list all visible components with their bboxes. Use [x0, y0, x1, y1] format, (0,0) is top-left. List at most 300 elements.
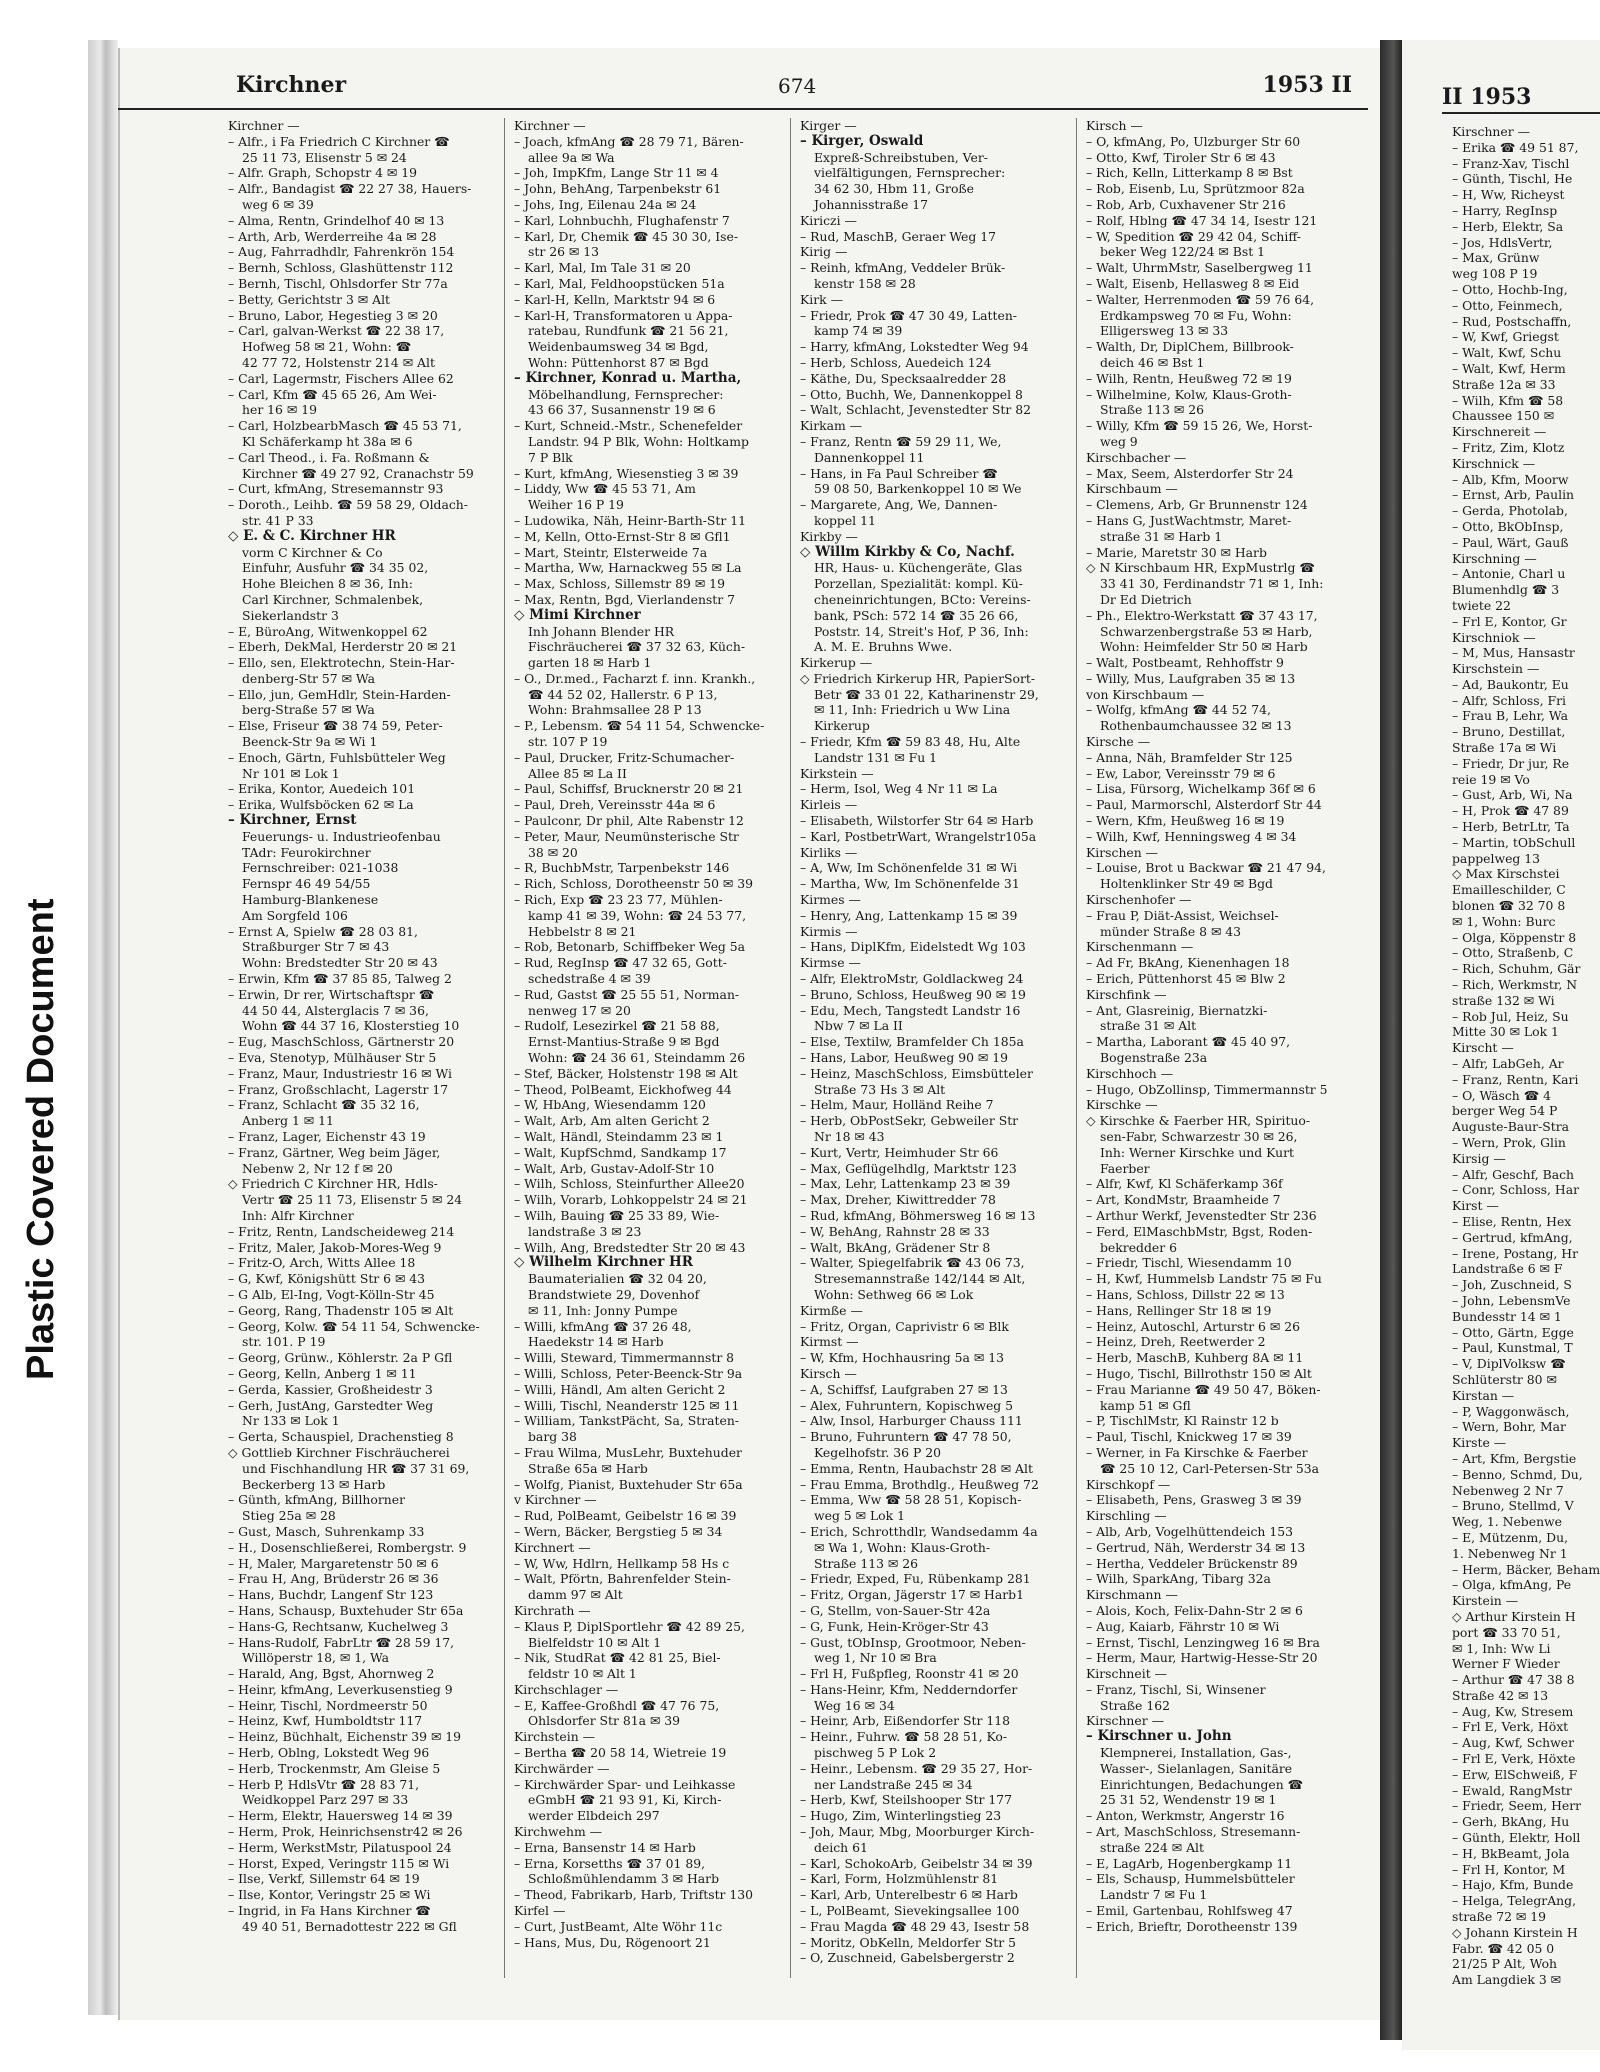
directory-entry-line: – Willi, Schloss, Peter-Beenck-Str 9a — [514, 1365, 743, 1381]
directory-entry-line: – Helga, TelegrAng, — [1452, 1893, 1577, 1909]
directory-entry-line: – Gerta, Schauspiel, Drachenstieg 8 — [228, 1429, 454, 1445]
directory-entry-line: 59 08 50, Barkenkoppel 10 ✉ We — [814, 481, 1022, 497]
directory-entry-line: Siekerlandstr 3 — [242, 607, 339, 623]
directory-entry-line: – Georg, Rang, Thadenstr 105 ✉ Alt — [228, 1302, 454, 1318]
directory-entry-line: – Eberh, DekMal, Herderstr 20 ✉ 21 — [228, 639, 458, 655]
directory-entry-line: – O., Dr.med., Facharzt f. inn. Krankh., — [514, 670, 756, 686]
directory-entry-line: – Rud, Gastst ☎ 25 55 51, Norman- — [514, 986, 740, 1002]
directory-entry-line: – Georg, Kelln, Anberg 1 ✉ 11 — [228, 1365, 417, 1381]
directory-entry-line: Kirchnert — — [514, 1539, 591, 1555]
directory-entry-line: – P., Lebensm. ☎ 54 11 54, Schwencke- — [514, 718, 765, 734]
directory-entry-line: Kirschhoch — — [1086, 1065, 1174, 1081]
directory-entry-line: ◇ Gottlieb Kirchner Fischräucherei — [228, 1444, 450, 1460]
directory-entry-line: – Wolfg, Pianist, Buxtehuder Str 65a — [514, 1476, 743, 1492]
directory-entry-line: ✉ 11, Inh: Friedrich u Ww Lina — [814, 702, 1011, 718]
directory-entry-line: – Alb, Arb, Vogelhüttendeich 153 — [1086, 1523, 1293, 1539]
directory-entry-line: Kirschbacher — — [1086, 449, 1187, 465]
directory-entry-line: – Fritz-O, Arch, Witts Allee 18 — [228, 1255, 416, 1271]
directory-entry-line: – Theod, Fabrikarb, Harb, Triftstr 130 — [514, 1887, 754, 1903]
directory-entry-line: Kirchner — — [514, 118, 586, 133]
directory-entry-line: – Martin, tObSchull — [1452, 834, 1576, 850]
directory-entry-line: – Franz, Tischl, Si, Winsener — [1086, 1681, 1266, 1697]
directory-entry-line: – Erich, Schrotthdlr, Wandsedamm 4a — [800, 1523, 1038, 1539]
directory-entry-line: Allee 85 ✉ La II — [528, 765, 627, 781]
directory-entry-line: 25 11 73, Elisenstr 5 ✉ 24 — [242, 149, 407, 165]
directory-entry-line: – Wilh, SparkAng, Tibarg 32a — [1086, 1571, 1271, 1587]
directory-entry-line: – Bertha ☎ 20 58 14, Wietreie 19 — [514, 1745, 727, 1761]
directory-entry-line: – Paul, Marmorschl, Alsterdorf Str 44 — [1086, 797, 1322, 813]
directory-entry-line: straße 224 ✉ Alt — [1100, 1839, 1204, 1855]
directory-entry-line: Landstr 7 ✉ Fu 1 — [1100, 1887, 1208, 1903]
directory-entry-line: kenstr 158 ✉ 28 — [814, 275, 916, 291]
directory-entry-line: – Horst, Exped, Veringstr 115 ✉ Wi — [228, 1855, 450, 1871]
column-rule-2 — [790, 118, 791, 1978]
sheet-edge — [88, 40, 118, 2015]
directory-entry-line: – Paul, Kunstmal, T — [1452, 1340, 1573, 1356]
directory-entry-line: Holtenklinker Str 49 ✉ Bgd — [1100, 876, 1273, 892]
directory-entry-line: – Hans, Mus, Du, Rögenoort 21 — [514, 1934, 711, 1950]
directory-entry-line: – Karl-H, Kelln, Marktstr 94 ✉ 6 — [514, 291, 716, 307]
directory-entry-line: – Rich, Schloss, Dorotheenstr 50 ✉ 39 — [514, 876, 754, 892]
directory-entry-line: Straße 162 — [1100, 1697, 1170, 1713]
next-page — [1402, 40, 1600, 2050]
directory-entry-line: Ohlsdorfer Str 81a ✉ 39 — [528, 1713, 681, 1729]
directory-entry-line: – Frl E, Verk, Höxte — [1452, 1751, 1576, 1767]
directory-entry-line: – Alfr., Bandagist ☎ 22 27 38, Hauers- — [228, 181, 472, 197]
directory-entry-line: Kirliks — — [800, 844, 858, 860]
directory-entry-line: – Paul, Tischl, Knickweg 17 ✉ 39 — [1086, 1429, 1292, 1445]
directory-entry-line: – Herb P, HdlsVtr ☎ 28 83 71, — [228, 1776, 420, 1792]
directory-entry-line: Kirschner — — [1452, 124, 1530, 139]
directory-entry-line: – Art, MaschSchloss, Stresemann- — [1086, 1824, 1301, 1840]
directory-entry-line: – Karl, PostbetrWart, Wrangelstr105a — [800, 828, 1037, 844]
directory-entry-line: – Walt, Händl, Steindamm 23 ✉ 1 — [514, 1129, 724, 1144]
directory-entry-line: Kirschkopf — — [1086, 1476, 1171, 1492]
directory-entry-line: – Walt, Arb, Am alten Gericht 2 — [514, 1113, 710, 1129]
directory-entry-line: – Aug, Fahrradhdlr, Fahrenkrön 154 — [228, 244, 455, 260]
directory-entry-line: – Elisabeth, Pens, Grasweg 3 ✉ 39 — [1086, 1492, 1302, 1508]
directory-entry-line: – John, LebensmVe — [1452, 1292, 1571, 1308]
directory-entry-line: 38 ✉ 20 — [528, 844, 578, 860]
directory-entry-line: – Hans-Rudolf, FabrLtr ☎ 28 59 17, — [228, 1634, 455, 1650]
directory-entry-line: Blumenhdlg ☎ 3 — [1452, 582, 1560, 598]
directory-entry-line: – Alfr, Kwf, Kl Schäferkamp 36f — [1086, 1176, 1283, 1192]
directory-entry-line: – Franz, Rentn ☎ 59 29 11, We, — [800, 433, 1002, 449]
directory-entry-line: Fernspr 46 49 54/55 — [242, 876, 371, 892]
directory-entry-line: – Hans, Rellinger Str 18 ✉ 19 — [1086, 1302, 1272, 1318]
directory-entry-line: – Frau Emma, Brothdlg., Heußweg 72 — [800, 1476, 1039, 1492]
directory-entry-line: straße 132 ✉ Wi — [1452, 992, 1555, 1008]
directory-entry-line: Kirsche — — [1086, 734, 1151, 750]
directory-entry-line: 44 50 44, Alsterglacis 7 ✉ 36, — [242, 1002, 429, 1018]
directory-entry-line: Straße 73 Hs 3 ✉ Alt — [814, 1081, 946, 1097]
directory-entry-line: Kirchner — — [228, 118, 300, 133]
directory-entry-line: Am Langdiek 3 ✉ — [1452, 1972, 1562, 1988]
directory-entry-line: Anberg 1 ✉ 11 — [242, 1113, 334, 1129]
directory-entry-line: pappelweg 13 — [1452, 850, 1541, 866]
directory-entry-line: Wohn: Brahmsallee 28 P 13 — [528, 702, 702, 718]
directory-entry-line: – Georg, Kolw. ☎ 54 11 54, Schwencke- — [228, 1318, 480, 1334]
directory-entry-line: – Ello, sen, Elektrotechn, Stein-Har- — [228, 655, 455, 671]
column-3 — [800, 118, 1066, 1978]
directory-entry-line: – Walt, KupfSchmd, Sandkamp 17 — [514, 1144, 727, 1160]
directory-entry-line: Vertr ☎ 25 11 73, Elisenstr 5 ✉ 24 — [242, 1192, 463, 1208]
directory-entry-line: Mitte 30 ✉ Lok 1 — [1452, 1024, 1559, 1040]
directory-entry-line: – Emil, Gartenbau, Rohlfsweg 47 — [1086, 1903, 1293, 1919]
directory-entry-line: str 26 ✉ 13 — [528, 244, 599, 260]
directory-entry-line: Kirst — — [1452, 1198, 1499, 1214]
directory-entry-line: Kirschmann — — [1086, 1587, 1178, 1603]
directory-entry-line: – Wilh, Kfm ☎ 58 — [1452, 392, 1564, 408]
directory-entry-line: – W, Kwf, Griegst — [1452, 329, 1559, 345]
directory-entry-line: – Martha, Laborant ☎ 45 40 97, — [1086, 1034, 1291, 1050]
directory-entry-line: – Wilh, Ang, Bredstedter Str 20 ✉ 43 — [514, 1239, 746, 1255]
directory-entry-line: – E, Mützenm, Du, — [1452, 1529, 1569, 1545]
directory-entry-line: Stresemannstraße 142/144 ✉ Alt, — [814, 1271, 1026, 1287]
directory-entry-line: Kirchrath — — [514, 1602, 591, 1618]
directory-entry-line: – Paulconr, Dr phil, Alte Rabenstr 12 — [514, 813, 744, 829]
directory-entry-line: – Frl E, Verk, Höxt — [1452, 1719, 1569, 1735]
directory-entry-line: – Paul, Wärt, Gauß — [1452, 534, 1569, 550]
directory-entry-line: – Willy, Mus, Laufgraben 35 ✉ 13 — [1086, 670, 1296, 686]
directory-entry-line: – Friedr, Tischl, Wiesendamm 10 — [1086, 1255, 1292, 1271]
directory-entry-line: Kirchwehm — — [514, 1824, 603, 1840]
directory-entry-line: Schwarzenbergstraße 53 ✉ Harb, — [1100, 623, 1313, 639]
directory-entry-line: cheneinrichtungen, BCto: Vereins- — [814, 591, 1031, 607]
directory-entry-line: – W, Spedition ☎ 29 42 04, Schiff- — [1086, 228, 1301, 244]
directory-entry-line: HR, Haus- u. Küchengeräte, Glas — [814, 560, 1023, 576]
directory-entry-line: vielfältigungen, Fernsprecher: — [814, 165, 1006, 181]
directory-entry-line: ☎ 44 52 02, Hallerstr. 6 P 13, — [528, 686, 718, 702]
page-number: 674 — [778, 74, 817, 98]
directory-entry-line: – Hertha, Veddeler Brückenstr 89 — [1086, 1555, 1298, 1571]
directory-entry-line: Kirchner ☎ 49 27 92, Cranachstr 59 — [242, 465, 474, 481]
directory-entry-line: – W, Kfm, Hochhausring 5a ✉ 13 — [800, 1350, 1004, 1366]
directory-entry-line: vorm C Kirchner & Co — [242, 544, 383, 560]
directory-entry-line: Betr ☎ 33 01 22, Katharinenstr 29, — [814, 686, 1039, 702]
directory-entry-line: – Otto, Kwf, Tiroler Str 6 ✉ 43 — [1086, 149, 1276, 165]
directory-entry-line: – Art, KondMstr, Braamheide 7 — [1086, 1192, 1281, 1208]
directory-entry-line: landstraße 3 ✉ 23 — [528, 1223, 642, 1239]
directory-entry-line: – Ilse, Kontor, Veringstr 25 ✉ Wi — [228, 1887, 431, 1903]
directory-entry-line: – Erna, Korsetths ☎ 37 01 89, — [514, 1855, 706, 1871]
directory-entry-line: – Ello, jun, GemHdlr, Stein-Harden- — [228, 686, 451, 702]
directory-entry-line: – Hans G, JustWachtmstr, Maret- — [1086, 512, 1292, 528]
directory-entry-line: – E, Kaffee-Großhdl ☎ 47 76 75, — [514, 1697, 720, 1713]
directory-entry-line: Porzellan, Spezialität: kompl. Kü- — [814, 576, 1023, 592]
directory-entry-line: Kirmst — — [800, 1334, 859, 1350]
directory-entry-line: – Georg, Grünw., Köhlerstr. 2a P Gfl — [228, 1350, 453, 1366]
directory-entry-line: Wohn ☎ 44 37 16, Klosterstieg 10 — [242, 1018, 460, 1034]
directory-entry-line: straße 31 ✉ Alt — [1100, 1018, 1197, 1034]
directory-entry-line: – Heinz, Büchhalt, Eichenstr 39 ✉ 19 — [228, 1729, 462, 1745]
directory-entry-line: koppel 11 — [814, 512, 876, 528]
directory-entry-line: – Walt, BkAng, Grädener Str 8 — [800, 1239, 991, 1255]
directory-entry-line: ◇ Kirschke & Faerber HR, Spirituo- — [1086, 1113, 1311, 1129]
directory-entry-line: – Max, Dreher, Kiwittredder 78 — [800, 1192, 996, 1208]
directory-entry-line: Kiriczi — — [800, 212, 857, 228]
directory-entry-line: weg 1, Nr 10 ✉ Bra — [814, 1650, 937, 1666]
directory-entry-line: – Rob, Betonarb, Schiffbeker Weg 5a — [514, 939, 746, 955]
directory-entry-line: Straße 113 ✉ 26 — [814, 1555, 919, 1571]
directory-entry-line: – Jos, HdlsVertr, — [1452, 234, 1553, 250]
directory-entry-line: – Kirschner u. John — [1086, 1729, 1232, 1745]
directory-entry-line: Weidenbaumsweg 34 ✉ Bgd, — [528, 339, 709, 355]
directory-entry-line: – Werner, in Fa Kirschke & Faerber — [1086, 1444, 1308, 1460]
directory-entry-line: – Friedr, Exped, Fu, Rübenkamp 281 — [800, 1571, 1031, 1587]
directory-entry-line: ✉ 1, Inh: Ww Li — [1452, 1640, 1551, 1656]
directory-entry-line: – Herb, ObPostSekr, Gebweiler Str — [800, 1113, 1019, 1129]
directory-entry-line: Kl Schäferkamp ht 38a ✉ 6 — [242, 433, 413, 449]
directory-entry-line: – Rud, Postschaffn, — [1452, 313, 1572, 329]
directory-entry-line: Haedekstr 14 ✉ Harb — [528, 1334, 664, 1350]
directory-entry-line: – Max, Schloss, Sillemstr 89 ✉ 19 — [514, 576, 725, 592]
directory-entry-line: – Frau Magda ☎ 48 29 43, Isestr 58 — [800, 1918, 1030, 1934]
directory-entry-line: – Erika, Kontor, Auedeich 101 — [228, 781, 416, 797]
directory-entry-line: schedstraße 4 ✉ 39 — [528, 971, 651, 987]
directory-entry-line: – Kirchwärder Spar- und Leihkasse — [514, 1776, 736, 1792]
directory-entry-line: Brandstwiete 29, Dovenhof — [528, 1286, 700, 1302]
directory-entry-line: – Joh, Maur, Mbg, Moorburger Kirch- — [800, 1824, 1035, 1840]
directory-entry-line: – W, Ww, Hdlrn, Hellkamp 58 Hs c — [514, 1555, 730, 1571]
directory-entry-line: – Alfr, LabGeh, Ar — [1452, 1056, 1564, 1072]
directory-entry-line: – Bruno, Stellmd, V — [1452, 1498, 1574, 1514]
directory-entry-line: Kirschfink — — [1086, 986, 1167, 1002]
directory-entry-line: – Hugo, Zim, Winterlingstieg 23 — [800, 1808, 1002, 1824]
directory-entry-line: Elligersweg 13 ✉ 33 — [1100, 323, 1229, 339]
directory-entry-line: – Friedr, Kfm ☎ 59 83 48, Hu, Alte — [800, 734, 1021, 750]
directory-entry-line: – Anton, Werkmstr, Angerstr 16 — [1086, 1808, 1285, 1824]
directory-entry-line: – Walt, Eisenb, Hellasweg 8 ✉ Eid — [1086, 275, 1300, 291]
directory-entry-line: berger Weg 54 P — [1452, 1103, 1558, 1119]
directory-entry-line: Expreß-Schreibstuben, Ver- — [814, 149, 988, 165]
directory-entry-line: – Herb, Kwf, Steilshooper Str 177 — [800, 1792, 1012, 1808]
directory-entry-line: – Wilh, Rentn, Heußweg 72 ✉ 19 — [1086, 370, 1292, 386]
directory-entry-line: – Ilse, Verkf, Sillemstr 64 ✉ 19 — [228, 1871, 420, 1887]
directory-entry-line: – Käthe, Du, Specksaalredder 28 — [800, 370, 1007, 386]
directory-entry-line: – Lisa, Fürsorg, Wichelkamp 36f ✉ 6 — [1086, 781, 1316, 797]
directory-entry-line: Erdkampsweg 70 ✉ Fu, Wohn: — [1100, 307, 1292, 323]
directory-entry-line: – Wern, Kfm, Heußweg 16 ✉ 19 — [1086, 813, 1285, 829]
directory-entry-line: – Herb, Trockenmstr, Am Gleise 5 — [228, 1760, 441, 1776]
directory-entry-line: – Kurt, kfmAng, Wiesenstieg 3 ✉ 39 — [514, 465, 739, 481]
directory-entry-line: – Rud, RegInsp ☎ 47 32 65, Gott- — [514, 955, 727, 971]
directory-entry-line: – Friedr, Seem, Herr — [1452, 1798, 1582, 1814]
directory-entry-line: Kirkerup — [814, 718, 870, 734]
directory-entry-line: – Curt, JustBeamt, Alte Wöhr 11c — [514, 1918, 723, 1934]
directory-entry-line: – Gerh, JustAng, Garstedter Weg — [228, 1397, 434, 1413]
directory-entry-line: ratebau, Rundfunk ☎ 21 56 21, — [528, 323, 729, 339]
directory-entry-line: – Johs, Ing, Eilenau 24a ✉ 24 — [514, 196, 697, 212]
column-4 — [1086, 118, 1352, 1978]
directory-entry-line: – Erw, ElSchweiß, F — [1452, 1766, 1578, 1782]
directory-entry-line: – Friedr, Dr jur, Re — [1452, 755, 1570, 771]
directory-entry-line: bank, PSch: 572 14 ☎ 35 26 66, — [814, 607, 1019, 623]
directory-entry-line: – Rud, kfmAng, Böhmersweg 16 ✉ 13 — [800, 1207, 1036, 1223]
directory-entry-line: – Edu, Mech, Tangstedt Landstr 16 — [800, 1002, 1021, 1018]
directory-entry-line: – Louise, Brot u Backwar ☎ 21 47 94, — [1086, 860, 1326, 876]
directory-entry-line: Hohe Bleichen 8 ✉ 36, Inh: — [242, 576, 413, 592]
directory-entry-line: – Hans, Buchdr, Langenf Str 123 — [228, 1587, 434, 1603]
directory-entry-line: – Walth, Dr, DiplChem, Billbrook- — [1086, 339, 1294, 355]
directory-entry-line: Kirig — — [800, 244, 848, 260]
column-2 — [514, 118, 780, 1978]
directory-entry-line: – Antonie, Charl u — [1452, 566, 1566, 582]
directory-entry-line: Wohn: Bredstedter Str 20 ✉ 43 — [242, 955, 438, 971]
directory-entry-line: – Frl H, Fußpfleg, Roonstr 41 ✉ 20 — [800, 1666, 1019, 1682]
directory-entry-line: – Wilhelmine, Kolw, Klaus-Groth- — [1086, 386, 1292, 402]
directory-entry-line: – Fritz, Rentn, Landscheideweg 214 — [228, 1223, 455, 1239]
directory-entry-line: ◇ N Kirschbaum HR, ExpMustrlg ☎ — [1086, 560, 1315, 576]
directory-entry-line: nenweg 17 ✉ 20 — [528, 1002, 631, 1018]
directory-entry-line: – Bruno, Labor, Hegestieg 3 ✉ 20 — [228, 307, 438, 323]
directory-entry-line: – O, kfmAng, Po, Ulzburger Str 60 — [1086, 133, 1301, 149]
directory-entry-line: – Max, Lehr, Lattenkamp 23 ✉ 39 — [800, 1176, 1011, 1192]
directory-entry-line: – Günth, Elektr, Holl — [1452, 1830, 1581, 1846]
directory-entry-line: Hamburg-Blankenese — [242, 892, 379, 908]
directory-entry-line: Nr 101 ✉ Lok 1 — [242, 765, 340, 781]
directory-entry-line: – Hans, Schloss, Dillstr 22 ✉ 13 — [1086, 1286, 1285, 1302]
directory-entry-line: – Paul, Schiffsf, Brucknerstr 20 ✉ 21 — [514, 781, 744, 797]
directory-entry-line: – Margarete, Ang, We, Dannen- — [800, 497, 998, 513]
directory-entry-line: Einrichtungen, Bedachungen ☎ — [1100, 1776, 1304, 1792]
directory-entry-line: – Ad, Baukontr, Eu — [1452, 676, 1569, 692]
directory-entry-line: Hebbelstr 8 ✉ 21 — [528, 923, 637, 939]
directory-entry-line: – Erna, Bansenstr 14 ✉ Harb — [514, 1839, 696, 1855]
directory-entry-line: – Kirchner, Ernst — [228, 813, 357, 829]
directory-entry-line: – Alfr, ElektroMstr, Goldlackweg 24 — [800, 971, 1024, 987]
directory-entry-line: Nebenw 2, Nr 12 f ✉ 20 — [242, 1160, 393, 1176]
directory-entry-line: – Harry, kfmAng, Lokstedter Weg 94 — [800, 339, 1029, 355]
directory-entry-line: – Frau P, Diät-Assist, Weichsel- — [1086, 907, 1279, 923]
directory-entry-line: – Otto, Gärtn, Egge — [1452, 1324, 1574, 1340]
directory-entry-line: – Klaus P, DiplSportlehr ☎ 42 89 25, — [514, 1618, 745, 1634]
directory-entry-line: garten 18 ✉ Harb 1 — [528, 655, 652, 671]
directory-entry-line: Wohn: Püttenhorst 87 ✉ Bgd — [528, 354, 709, 370]
directory-entry-line: – Carl, Kfm ☎ 45 65 26, Am Wei- — [228, 386, 437, 402]
directory-entry-line: – Rich, Schuhm, Gär — [1452, 961, 1581, 977]
directory-entry-line: Nbw 7 ✉ La II — [814, 1018, 903, 1034]
directory-entry-line: Beckerberg 13 ✉ Harb — [242, 1476, 386, 1492]
directory-entry-line: Kirschnick — — [1452, 455, 1536, 471]
directory-entry-line: – Heinz, Autoschl, Arturstr 6 ✉ 26 — [1086, 1318, 1300, 1334]
directory-entry-line: – Kurt, Schneid.-Mstr., Schenefelder — [514, 418, 743, 434]
directory-entry-line: Hofweg 58 ✉ 21, Wohn: ☎ — [242, 339, 412, 355]
directory-entry-line: – Kurt, Vertr, Heimhuder Str 66 — [800, 1144, 999, 1160]
directory-entry-line: – Karl, SchokoArb, Geibelstr 34 ✉ 39 — [800, 1855, 1033, 1871]
directory-entry-line: – Herm, Bäcker, Beham — [1452, 1561, 1600, 1577]
directory-entry-line: – Franz, Maur, Industriestr 16 ✉ Wi — [228, 1065, 452, 1081]
directory-entry-line: – Olga, Köppenstr 8 — [1452, 929, 1577, 945]
directory-entry-line: – Herm, Elektr, Hauersweg 14 ✉ 39 — [228, 1808, 453, 1824]
directory-entry-line: – Emma, Rentn, Haubachstr 28 ✉ Alt — [800, 1460, 1033, 1476]
directory-entry-line: – Otto, Hochb-Ing, — [1452, 281, 1568, 297]
directory-entry-line: Inh: Werner Kirschke und Kurt — [1100, 1144, 1295, 1160]
directory-entry-line: – Heinr, Arb, Eißendorfer Str 118 — [800, 1713, 1011, 1729]
directory-entry-line: – Aug, Kaiarb, Fährstr 10 ✉ Wi — [1086, 1618, 1280, 1634]
directory-entry-line: ◇ Johann Kirstein H — [1452, 1924, 1578, 1940]
directory-entry-line: – Erich, Püttenhorst 45 ✉ Blw 2 — [1086, 971, 1286, 987]
directory-entry-line: – Frau B, Lehr, Wa — [1452, 708, 1568, 724]
directory-entry-line: kamp 41 ✉ 39, Wohn: ☎ 24 53 77, — [528, 907, 747, 923]
directory-entry-line: von Kirschbaum — — [1086, 686, 1205, 702]
directory-entry-line: – Willi, Tischl, Neanderstr 125 ✉ 11 — [514, 1397, 740, 1413]
directory-entry-line: str. 41 P 33 — [242, 512, 314, 528]
directory-entry-line: – Carl, HolzbearbMasch ☎ 45 53 71, — [228, 418, 462, 434]
directory-entry-line: – Henry, Ang, Lattenkamp 15 ✉ 39 — [800, 907, 1018, 923]
directory-entry-line: – V, DiplVolksw ☎ — [1452, 1356, 1566, 1372]
directory-entry-line: pischweg 5 P Lok 2 — [814, 1745, 937, 1761]
directory-entry-line: – Eug, MaschSchloss, Gärtnerstr 20 — [228, 1034, 455, 1050]
directory-entry-line: – Alfr, Schloss, Fri — [1452, 692, 1566, 708]
directory-entry-line: bekredder 6 — [1100, 1239, 1177, 1255]
directory-entry-line: – Otto, Buchh, We, Dannenkoppel 8 — [800, 386, 1023, 402]
directory-entry-line: – Fritz, Organ, Caprivistr 6 ✉ Blk — [800, 1318, 1009, 1334]
directory-entry-line: kamp 74 ✉ 39 — [814, 323, 903, 339]
directory-entry-line: Inh: Alfr Kirchner — [242, 1207, 354, 1223]
directory-entry-line: – Günth, Tischl, He — [1452, 171, 1573, 187]
directory-entry-line: – Art, Kfm, Bergstie — [1452, 1450, 1577, 1466]
directory-entry-line: – Ant, Glasreinig, Biernatzki- — [1086, 1002, 1268, 1018]
directory-entry-line: Stieg 25a ✉ 28 — [242, 1508, 336, 1524]
directory-entry-line: Kirsig — — [1452, 1150, 1506, 1166]
directory-entry-line: – Alfr, Geschf, Bach — [1452, 1166, 1575, 1182]
directory-entry-line: – Gust, tObInsp, Grootmoor, Neben- — [800, 1634, 1026, 1650]
directory-entry-line: Chaussee 150 ✉ — [1452, 408, 1555, 424]
directory-entry-line: – Alois, Koch, Felix-Dahn-Str 2 ✉ 6 — [1086, 1602, 1303, 1618]
directory-entry-line: – Ew, Labor, Vereinsstr 79 ✉ 6 — [1086, 765, 1276, 781]
directory-entry-line: Kirschenmann — — [1086, 939, 1194, 955]
directory-entry-line: – H, Kwf, Hummelsb Landstr 75 ✉ Fu — [1086, 1271, 1322, 1287]
directory-entry-line: – Elisabeth, Wilstorfer Str 64 ✉ Harb — [800, 813, 1034, 829]
directory-entry-line: Auguste-Baur-Stra — [1452, 1119, 1570, 1135]
directory-entry-line: – Alb, Kfm, Moorw — [1452, 471, 1569, 487]
directory-entry-line: blonen ☎ 32 70 8 — [1452, 898, 1566, 914]
directory-entry-line: Kirschstein — — [1452, 661, 1540, 677]
directory-entry-line: – Franz-Xav, Tischl — [1452, 155, 1570, 171]
directory-entry-line: Schloßmühlendamm 3 ✉ Harb — [528, 1871, 720, 1887]
directory-entry-line: – Joh, Zuschneid, S — [1452, 1277, 1572, 1293]
directory-entry-line: – Rich, Exp ☎ 23 23 77, Mühlen- — [514, 892, 723, 908]
directory-entry-line: – Ernst, Tischl, Lenzingweg 16 ✉ Bra — [1086, 1634, 1320, 1650]
directory-entry-line: ◇ Willm Kirkby & Co, Nachf. — [800, 544, 1015, 560]
directory-entry-line: – Walt, Arb, Gustav-Adolf-Str 10 — [514, 1160, 715, 1176]
directory-entry-line: – Franz, Schlacht ☎ 35 32 16, — [228, 1097, 420, 1113]
directory-entry-line: – Herm, Maur, Hartwig-Hesse-Str 20 — [1086, 1650, 1318, 1666]
directory-entry-line: sen-Fabr, Schwarzestr 30 ✉ 26, — [1100, 1129, 1298, 1144]
directory-entry-line: Fischräucherei ☎ 37 32 63, Küch- — [528, 639, 746, 655]
directory-entry-line: denberg-Str 57 ✉ Wa — [242, 670, 375, 686]
directory-entry-line: – Conr, Schloss, Har — [1452, 1182, 1580, 1198]
directory-entry-line: Straße 65a ✉ Harb — [528, 1460, 648, 1476]
directory-entry-line: – Herb, Oblng, Lokstedt Weg 96 — [228, 1745, 430, 1761]
directory-entry-line: – Hans-G, Rechtsanw, Kuchelweg 3 — [228, 1618, 449, 1634]
directory-entry-line: Kirschen — — [1086, 844, 1159, 860]
directory-entry-line: Rothenbaumchaussee 32 ✉ 13 — [1100, 718, 1292, 734]
directory-entry-line: Landstraße 6 ✉ F — [1452, 1261, 1563, 1277]
directory-entry-line: – G, Kwf, Königshütt Str 6 ✉ 43 — [228, 1271, 426, 1287]
directory-entry-line: barg 38 — [528, 1429, 577, 1445]
directory-entry-line: – Otto, BkObInsp, — [1452, 518, 1564, 534]
directory-entry-line: her 16 ✉ 19 — [242, 402, 317, 418]
directory-entry-line: Kirschnereit — — [1452, 424, 1547, 440]
directory-entry-line: – Heinr, Tischl, Nordmeerstr 50 — [228, 1697, 428, 1713]
directory-entry-line: – H, Ww, Richeyst — [1452, 187, 1565, 203]
directory-entry-line: feldstr 10 ✉ Alt 1 — [528, 1666, 637, 1682]
directory-entry-line: – Paul, Drucker, Fritz-Schumacher- — [514, 749, 735, 765]
directory-entry-line: – Arth, Arb, Werderreihe 4a ✉ 28 — [228, 228, 437, 244]
directory-entry-line: – Erich, Brieftr, Dorotheenstr 139 — [1086, 1918, 1298, 1934]
